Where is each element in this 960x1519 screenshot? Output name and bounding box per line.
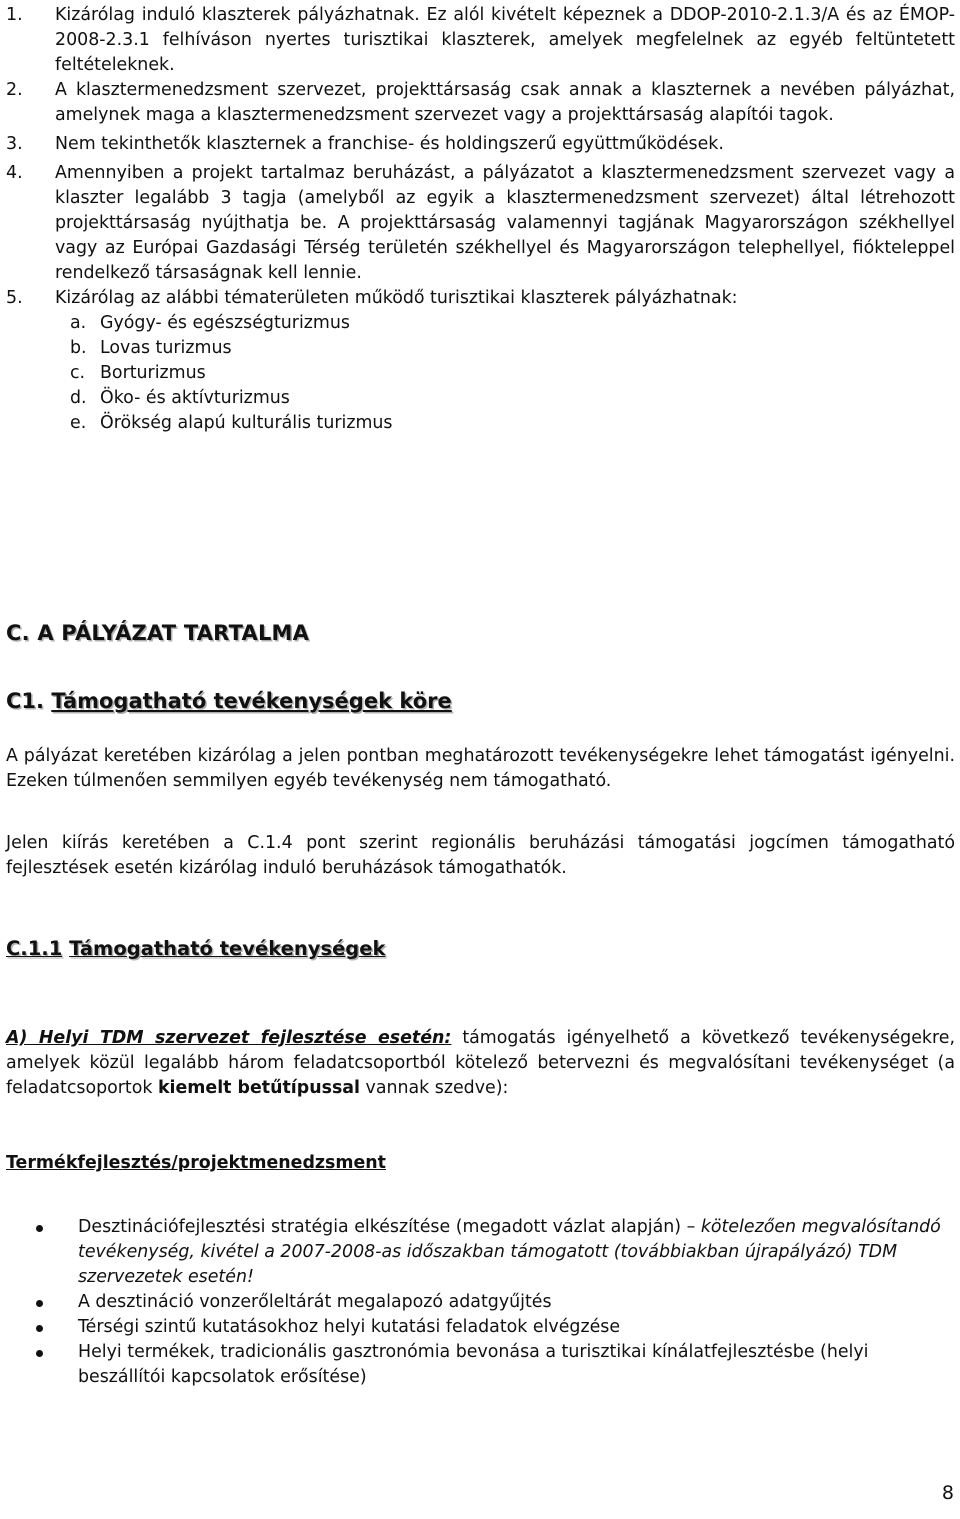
theme-sublist bbox=[70, 311, 955, 436]
sublist-item bbox=[70, 411, 955, 436]
section-heading-c bbox=[6, 621, 309, 645]
sublist-item bbox=[70, 386, 955, 411]
bullet-item bbox=[36, 1290, 956, 1315]
sublist-item-text: Lovas turizmus bbox=[100, 338, 232, 358]
list-item bbox=[6, 3, 955, 78]
section-heading-c11 bbox=[6, 937, 385, 960]
page-number: 8 bbox=[941, 1482, 954, 1504]
bullet-text: Helyi termékek, tradicionális gasztronómia bevonása a turisztikai kínálatfejlesztésbe (helyi beszállítói kapcsolatok erősítése) bbox=[78, 1342, 869, 1387]
section-heading-prefix: C1. bbox=[6, 689, 45, 713]
section-heading-prefix: C. bbox=[6, 621, 30, 645]
list-item-text: A klasztermenedzsment szervezet, projekttársaság csak annak a klaszternek a nevében pályázhat, amelynek maga a klasztermenedzsment szervezet vagy a projekttársaság alapítói tagok. bbox=[55, 80, 955, 125]
bullet-icon bbox=[36, 1315, 78, 1340]
list-item-text: Kizárólag az alábbi tématerületen működő turisztikai klaszterek pályázhatnak: bbox=[55, 288, 738, 308]
sublist-item bbox=[70, 336, 955, 361]
bullet-text bbox=[78, 1215, 956, 1290]
section-heading-title: Támogatható tevékenységek bbox=[69, 937, 386, 960]
bullet-text-italic: kötelezően megvalósítandó tevékenység, kivétel a 2007-2008-as időszakban támogatott (továbbiakban újrapályázó) TDM szervezetek esetén! bbox=[78, 1217, 941, 1287]
sublist-item-text: Gyógy- és egészségturizmus bbox=[100, 313, 350, 333]
tdm-lead-text: A) Helyi TDM szervezet fejlesztése esetén: bbox=[6, 1028, 452, 1048]
sublist-item bbox=[70, 311, 955, 336]
paragraph-investment-aid: Jelen kiírás keretében a C.1.4 pont szerint regionális beruházási támogatási jogcímen támogatható fejlesztések esetén kizárólag induló beruházások támogathatók. bbox=[6, 833, 955, 878]
list-item-number: 2. bbox=[6, 80, 23, 100]
list-item bbox=[6, 78, 955, 128]
tdm-bold-text: kiemelt betűtípussal bbox=[157, 1078, 360, 1098]
bullet-item bbox=[36, 1315, 956, 1340]
bullet-text: A desztináció vonzerőleltárát megalapozó adatgyűjtés bbox=[78, 1292, 552, 1312]
list-item bbox=[6, 161, 955, 286]
section-heading-title: A PÁLYÁZAT TARTALMA bbox=[37, 621, 310, 645]
bullet-text: Térségi szintű kutatásokhoz helyi kutatási feladatok elvégzése bbox=[78, 1317, 621, 1337]
paragraph-tdm-development bbox=[6, 1026, 955, 1101]
list-item-text: Nem tekinthetők klaszternek a franchise- és holdingszerű együttműködések. bbox=[55, 134, 724, 154]
sublist-item-letter: d. bbox=[70, 388, 87, 408]
sublist-item-letter: a. bbox=[70, 313, 87, 333]
bullet-item bbox=[36, 1340, 956, 1390]
list-item bbox=[6, 132, 955, 157]
sublist-item-letter: c. bbox=[70, 363, 86, 383]
bullet-icon bbox=[36, 1340, 78, 1390]
bullet-item bbox=[36, 1215, 956, 1290]
tdm-body-text: támogatás igényelhető a következő tevékenységekre, amelyek közül legalább három feladatcsoportból kötelező betervezni és megvalósítani tevékenységet (a feladatcsoportok bbox=[6, 1028, 955, 1098]
paragraph-eligible-activities: A pályázat keretében kizárólag a jelen pontban meghatározott tevékenységekre lehet támogatást igényelni. Ezeken túlmenően semmilyen egyéb tevékenység nem támogatható. bbox=[6, 746, 955, 791]
sublist-item-text: Örökség alapú kulturális turizmus bbox=[100, 413, 393, 433]
section-heading-c1 bbox=[6, 689, 452, 713]
section-heading-prefix: C.1.1 bbox=[6, 937, 63, 960]
list-item-number: 3. bbox=[6, 134, 23, 154]
bullet-icon bbox=[36, 1215, 78, 1290]
sublist-item-letter: b. bbox=[70, 338, 87, 358]
list-item-text: Amennyiben a projekt tartalmaz beruházást, a pályázatot a klasztermenedzsment szervezet vagy a klaszter legalább 3 tagja (amelyből az egyik a klasztermenedzsment szervezet) által létrehozott projekttársaság nyújthatja be. A projekttársaság valamennyi tagjának Magyarországon székhellyel vagy az Európai Gazdasági Térség területén székhellyel és Magyarországon telephellyel, fiókteleppel rendelkező társaságnak kell lennie. bbox=[55, 163, 955, 283]
list-item bbox=[6, 286, 955, 311]
bullet-icon bbox=[36, 1290, 78, 1315]
section-heading-title: Támogatható tevékenységek köre bbox=[51, 689, 452, 713]
eligibility-numbered-list bbox=[6, 3, 955, 436]
sublist-item-letter: e. bbox=[70, 413, 87, 433]
activity-bullet-list bbox=[36, 1215, 956, 1390]
list-item-number: 1. bbox=[6, 5, 23, 25]
sublist-item bbox=[70, 361, 955, 386]
sublist-item-text: Borturizmus bbox=[100, 363, 206, 383]
list-item-number: 5. bbox=[6, 288, 23, 308]
tdm-body-text-end: vannak szedve): bbox=[360, 1078, 509, 1098]
sublist-item-text: Öko- és aktívturizmus bbox=[100, 388, 290, 408]
list-item-number: 4. bbox=[6, 163, 23, 183]
subheading-product-development: Termékfejlesztés/projektmenedzsment bbox=[6, 1153, 386, 1173]
list-item-text: Kizárólag induló klaszterek pályázhatnak. Ez alól kivételt képeznek a DDOP-2010-2.1.3/A és az ÉMOP-2008-2.3.1 felhíváson nyertes turisztikai klaszterek, amelyek megfelelnek az egyéb feltüntetett feltételeknek. bbox=[55, 5, 955, 75]
bullet-text-regular: Desztinációfejlesztési stratégia elkészítése (megadott vázlat alapján) – bbox=[78, 1217, 701, 1237]
